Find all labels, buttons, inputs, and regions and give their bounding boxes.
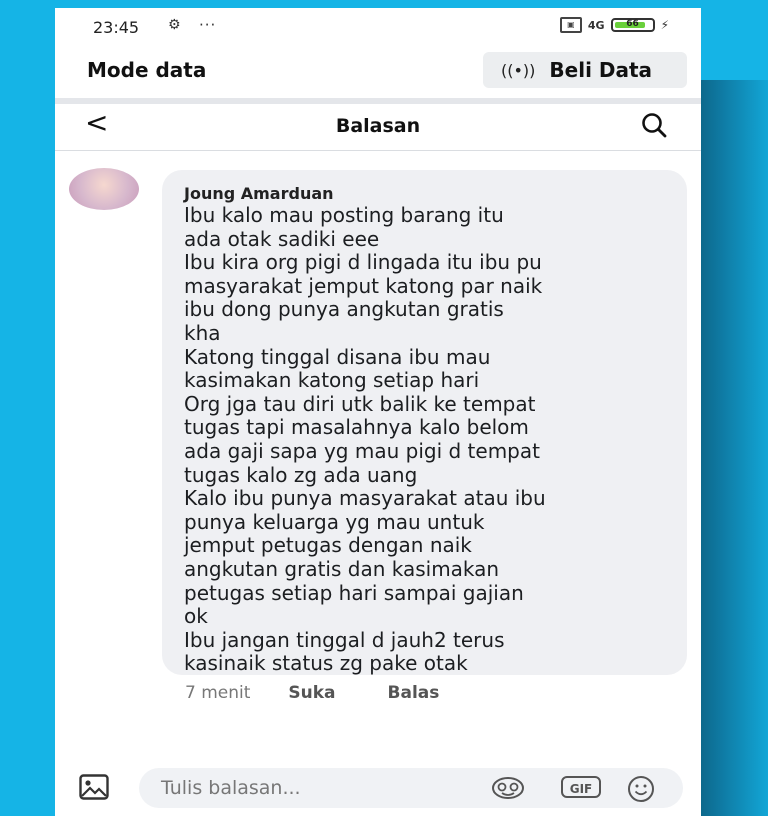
comment-line: ada gaji sapa yg mau pigi d tempat [184,438,540,463]
status-right-group [560,17,669,33]
like-button[interactable]: Suka [288,683,336,703]
comment-line: ok [184,604,208,629]
comment-line: angkutan gratis dan kasimakan [184,556,500,581]
comment-line: jemput petugas dengan naik [184,533,472,558]
top-nav [55,104,701,150]
battery-level: 66 [626,19,639,29]
mode-data-label: Mode data [87,58,207,82]
charging-icon: ⚡ [660,18,669,32]
background-shadow [690,80,768,816]
buy-data-label: Beli Data [549,58,653,82]
reply-button[interactable]: Balas [387,683,440,703]
reply-placeholder: Tulis balasan... [161,777,301,799]
settings-icon: ⚙ [168,17,181,33]
gif-button[interactable]: GIF [561,776,601,798]
comment-bubble [162,170,687,675]
buy-data-button[interactable] [483,52,687,88]
comment-line: Org jga tau diri utk balik ke tempat [184,391,536,416]
status-bar [55,8,701,46]
emoji-icon[interactable] [627,775,655,803]
page-title: Balasan [335,115,421,137]
comment-line: masyarakat jemput katong par naik [184,273,543,298]
data-mode-bar [55,46,701,98]
comment-line: Ibu kira org pigi d lingada itu ibu pu [184,250,542,275]
comment-line: Kalo ibu punya masyarakat atau ibu [184,486,546,511]
photo-icon[interactable] [79,774,109,800]
avatar[interactable] [69,168,139,210]
comment-line: punya keluarga yg mau untuk [184,509,485,534]
nav-divider [55,150,701,151]
chevron-left-icon[interactable]: < [85,106,109,139]
comment-author[interactable]: Joung Amarduan [184,184,334,203]
comment-line: kha [184,320,221,345]
battery-icon [611,18,655,32]
comment-time: 7 menit [185,683,251,703]
comment-line: ibu dong punya angkutan gratis [184,297,504,322]
comment-line: tugas kalo zg ada uang [184,462,418,487]
comment-actions [185,683,439,703]
comment-line: petugas setiap hari sampai gajian [184,580,524,605]
signal-icon: 4G [587,18,605,32]
comment-line: tugas tapi masalahnya kalo belom [184,415,529,440]
phone-screen [55,8,701,816]
comment-line: Ibu jangan tinggal d jauh2 terus [184,627,505,652]
comment-line: Katong tinggal disana ibu mau [184,344,491,369]
sim-icon: ▣ [560,17,582,33]
status-dots: ··· [199,16,217,34]
comment-line: kasimakan katong setiap hari [184,368,480,393]
comment-text [184,204,546,676]
reply-composer [55,758,701,816]
comment-line: ada otak sadiki eee [184,226,380,251]
search-icon[interactable] [641,112,667,138]
reply-input[interactable] [139,768,683,808]
status-time: 23:45 [93,18,140,37]
comment-line: Ibu kalo mau posting barang itu [184,203,504,227]
comment-line: kasinaik status zg pake otak [184,651,468,676]
sticker-icon[interactable] [491,776,525,800]
broadcast-icon: ((•)) [501,60,536,80]
